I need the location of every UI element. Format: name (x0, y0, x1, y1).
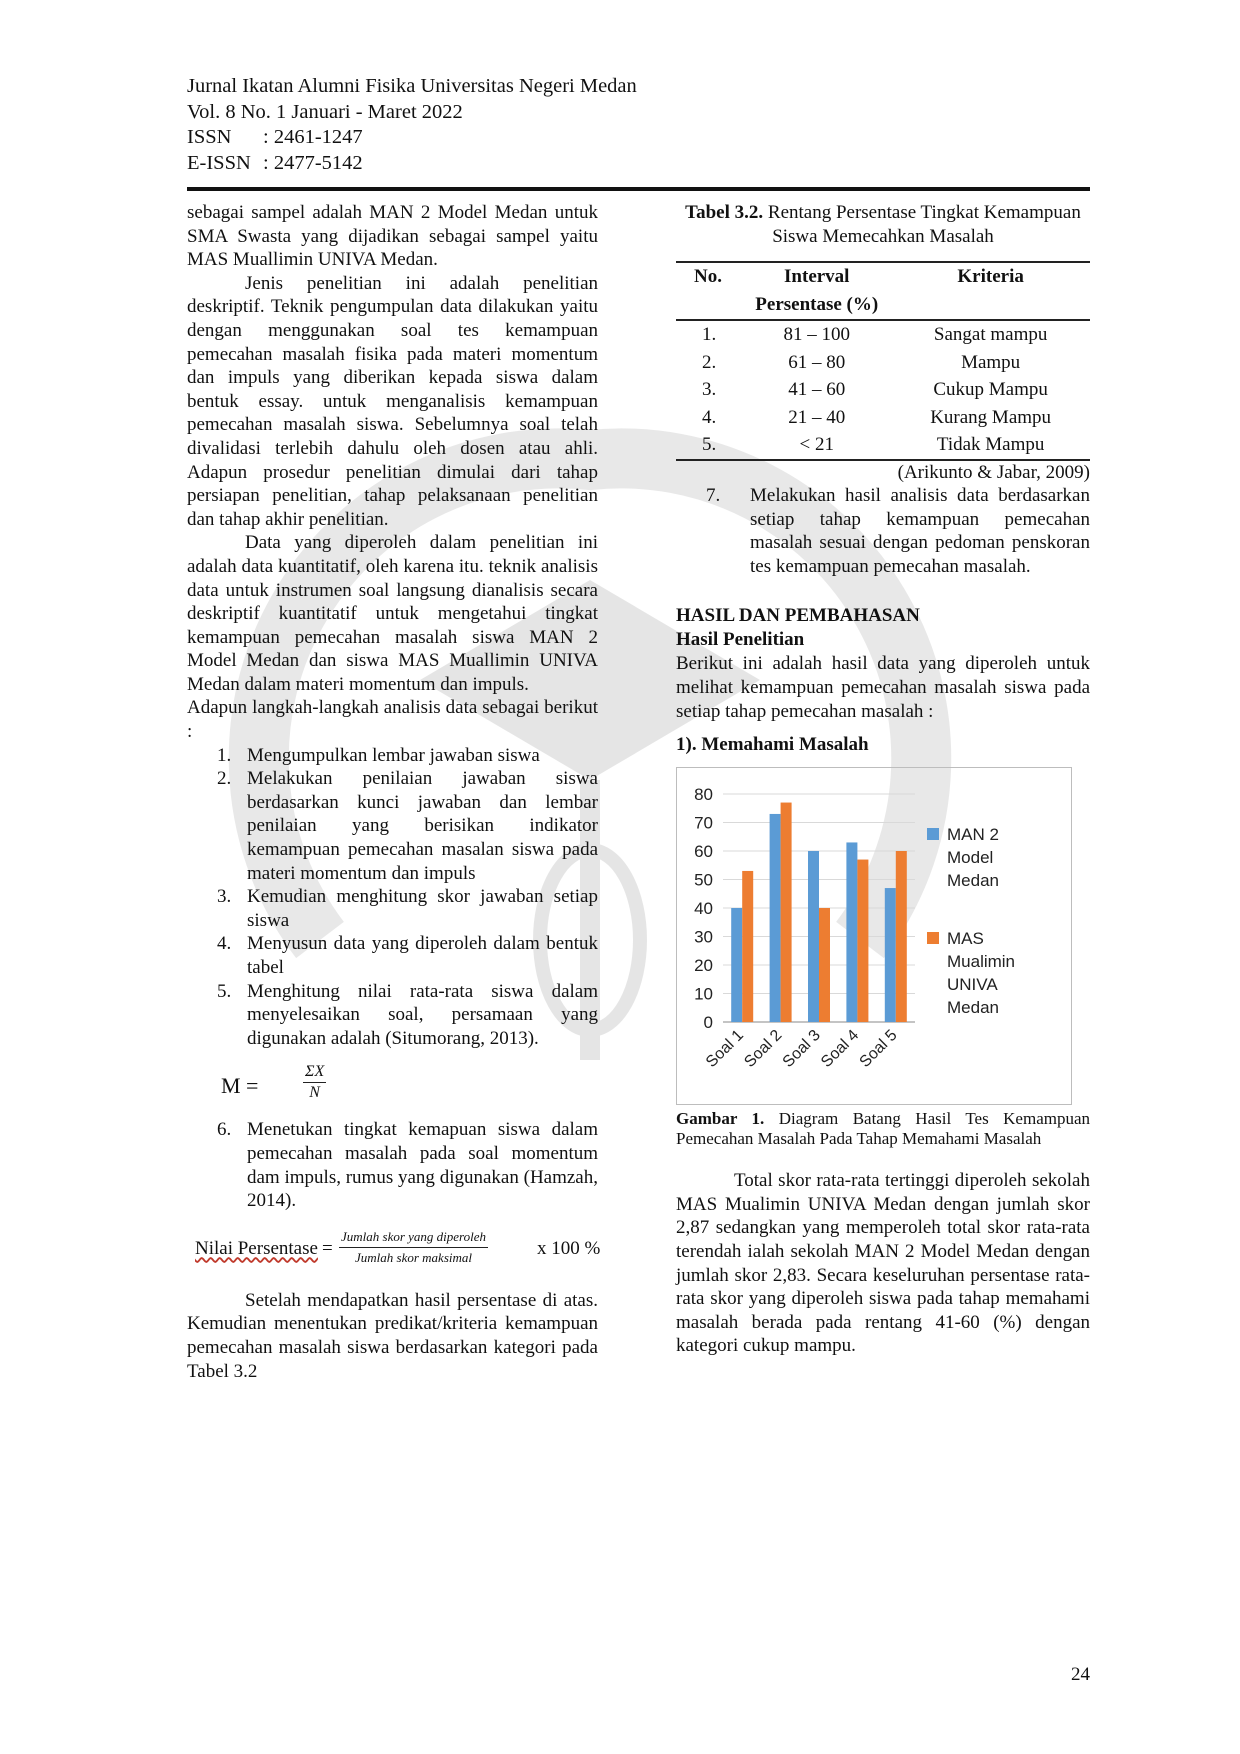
legend-swatch (927, 932, 939, 944)
bar (770, 814, 781, 1022)
y-tick-label: 20 (694, 956, 713, 976)
y-tick-label: 70 (694, 813, 713, 833)
item-title: 1). Memahami Masalah (676, 734, 869, 756)
issn-value: : 2461-1247 (263, 126, 363, 148)
y-tick-label: 30 (694, 927, 713, 947)
list-item: 4. Menyusun data yang diperoleh dalam bentuk tabel (217, 933, 598, 978)
header-rule (187, 187, 1090, 191)
paragraph-results-intro: Berikut ini adalah hasil data yang diperoleh untuk melihat kemampuan pemecahan masalah siswa pada setiap tahap pemecahan masalah : (676, 653, 1090, 722)
bar (846, 843, 857, 1023)
list-item: 6. Menetukan tingkat kemapuan siswa dalam pemecahan masalah pada soal momentum dam impuls, rumus yang digunakan (Hamzah, 2014). (217, 1119, 598, 1212)
bar (885, 888, 896, 1022)
formula-fraction (339, 1227, 488, 1268)
table-row: 4. 21 – 40 Kurang Mampu (701, 406, 1052, 428)
section-title: HASIL DAN PEMBAHASAN (676, 605, 920, 627)
bar (742, 871, 753, 1022)
col-header-interval: Interval (742, 262, 891, 291)
subsection-title: Hasil Penelitian (676, 629, 805, 651)
y-tick-label: 50 (694, 870, 713, 890)
mean-formula (221, 1056, 598, 1112)
formula-numerator: ΣX (303, 1062, 326, 1083)
table-row: 3. 41 – 60 Cukup Mampu (701, 379, 1048, 400)
left-column (187, 201, 601, 1383)
right-column (676, 201, 1090, 1358)
bar-chart (676, 767, 1072, 1105)
col-header-no: No. (676, 262, 742, 291)
percentage-formula (195, 1227, 601, 1271)
x-tick-label: Soal 1 (702, 1027, 748, 1072)
x-tick-label: Soal 2 (741, 1027, 786, 1072)
x-tick-label: Soal 5 (856, 1027, 901, 1072)
eissn-line (187, 151, 637, 177)
chart-canvas (677, 768, 1071, 1104)
analysis-step-6 (187, 1118, 598, 1212)
legend-label: UNIVA (947, 975, 998, 995)
legend-label: MAN 2 (947, 825, 999, 845)
table-row: 2. 61 – 80 Mampu (701, 351, 1021, 373)
paragraph-criteria: Setelah mendapatkan hasil persentase di atas. Kemudian menentukan predikat/kriteria kemampuan pemecahan masalah siswa berdasarkan kategori pada Tabel 3.2 (187, 1289, 598, 1382)
table-row: 1. 81 – 100 Sangat mampu (701, 324, 1048, 345)
list-item: 1. Mengumpulkan lembar jawaban siswa (217, 744, 540, 766)
formula-numerator: Jumlah skor yang diperoleh (339, 1227, 488, 1248)
y-tick-label: 80 (694, 785, 713, 805)
bar (896, 851, 907, 1022)
list-item: 5. Menghitung nilai rata-rata siswa dalam menyelesaikan soal, persamaan yang digunakan adalah (Situmorang, 2013). (217, 980, 598, 1049)
legend-label: Mualimin (947, 952, 1016, 972)
bar (857, 860, 868, 1022)
bar (781, 803, 792, 1022)
x-tick-label: Soal 4 (818, 1027, 863, 1072)
page-number: 24 (1071, 1664, 1090, 1685)
y-tick-label: 40 (694, 899, 713, 919)
list-item: 3. Kemudian menghitung skor jawaban setiap siswa (217, 886, 598, 931)
criteria-table (676, 261, 1090, 461)
table-source: (Arikunto & Jabar, 2009) (897, 461, 1090, 483)
issn-label: ISSN (187, 126, 232, 148)
eissn-value: : 2477-5142 (263, 151, 363, 174)
table-row: 5. < 21 Tidak Mampu (676, 431, 1090, 460)
eissn-label: E-ISSN (187, 151, 251, 174)
bar (731, 908, 742, 1022)
analysis-steps (187, 744, 598, 1051)
figure-caption-text: Diagram Batang Hasil Tes Kemampuan Pemecahan Masalah Pada Tahap Memahami Masalah (676, 1109, 1091, 1149)
formula-lhs: M = (221, 1073, 259, 1099)
legend-label: Model (947, 848, 994, 868)
formula-lhs: Nilai Persentase (195, 1237, 318, 1259)
legend-label: Medan (947, 871, 999, 891)
formula-denominator: Jumlah skor maksimal (355, 1249, 473, 1265)
y-tick-label: 0 (703, 1013, 713, 1033)
table-caption (676, 201, 1090, 249)
paragraph-results: Total skor rata-rata tertinggi diperoleh sekolah MAS Mualimin UNIVA Medan dengan jumlah skor 2,87 sedangkan yang memperoleh total skor rata-rata terendah ialah sekolah MAN 2 Model Medan dengan jumlah skor 2,83. Secara keseluruhan persentase rata-rata skor yang diperoleh siswa pada tahap memahami masalah berada pada rentang 41-60 (%) dengan kategori cukup mampu. (676, 1170, 1090, 1357)
bar (808, 851, 819, 1022)
journal-volume: Vol. 8 No. 1 Januari - Maret 2022 (187, 100, 463, 123)
table-caption-text: Rentang Persentase Tingkat Kemampuan Siswa Memecahkan Masalah (767, 202, 1081, 247)
list-item: 2. Melakukan penilaian jawaban siswa berdasarkan kunci jawaban dan lembar penilaian yang berisikan indikator kemampuan pemecahan masalan siswa pada materi momentum dan impuls (217, 768, 598, 884)
legend-label: Medan (947, 998, 999, 1018)
formula-denominator: N (309, 1084, 320, 1102)
list-item: 7. Melakukan hasil analisis data berdasarkan setiap tahap kemampuan pemecahan masalah sesuai dengan pedoman penskoran tes kemampuan pemecahan masalah. (706, 485, 1090, 577)
paragraph-sample: sebagai sampel adalah MAN 2 Model Medan untuk SMA Swasta yang dijadikan sebagai sampel yaitu MAS Muallimin UNIVA Medan. (187, 202, 598, 271)
figure-caption (676, 1109, 1090, 1149)
legend-swatch (927, 828, 939, 840)
y-tick-label: 60 (694, 842, 713, 862)
paragraph-data: Data yang diperoleh dalam penelitian ini adalah data kuantitatif, oleh karena itu. teknik analisis data untuk instrumen soal langsung dianalisis secara deskriptif kuantitatif untuk mengetahui tingkat kemampuan pemecahan masalah siswa MAN 2 Model Medan dan siswa MAS Muallimin UNIVA Medan dalam materi momentum dan impuls. (187, 532, 598, 695)
journal-header (187, 74, 637, 176)
col-header-interval-unit: Persentase (%) (742, 291, 891, 320)
bar (819, 908, 830, 1022)
x-tick-label: Soal 3 (779, 1027, 824, 1072)
analysis-step-7 (676, 484, 1090, 578)
paragraph-method: Jenis penelitian ini adalah penelitian deskriptif. Teknik pengumpulan data dilakukan yaitu dengan menggunakan soal tes kemampuan pemecahan masalah fisika pada materi momentum dan impuls yang diberikan kepada siswa dalam bentuk essay. untuk menganalisis kemampuan pemecahan masalah siswa. Sebelumnya soal telah divalidasi terlebih dahulu oleh dosen atau ahli. Adapun prosedur penelitian dimulai dari tahap persiapan penelitian, tahap pelaksanaan penelitian dan tahap akhir penelitian. (187, 272, 598, 530)
y-tick-label: 10 (694, 984, 713, 1004)
formula-multiplier: x 100 % (537, 1237, 601, 1259)
formula-fraction (303, 1062, 326, 1103)
journal-name: Jurnal Ikatan Alumni Fisika Universitas Negeri Medan (187, 75, 637, 97)
table-caption-label: Tabel 3.2. (685, 202, 764, 223)
col-header-kriteria: Kriteria (891, 262, 1090, 291)
figure-caption-label: Gambar 1. (676, 1109, 765, 1129)
legend-label: MAS (947, 929, 984, 949)
paragraph-steps-intro: Adapun langkah-langkah analisis data sebagai berikut : (187, 697, 598, 743)
formula-equals: = (322, 1237, 333, 1259)
issn-line (187, 125, 637, 151)
